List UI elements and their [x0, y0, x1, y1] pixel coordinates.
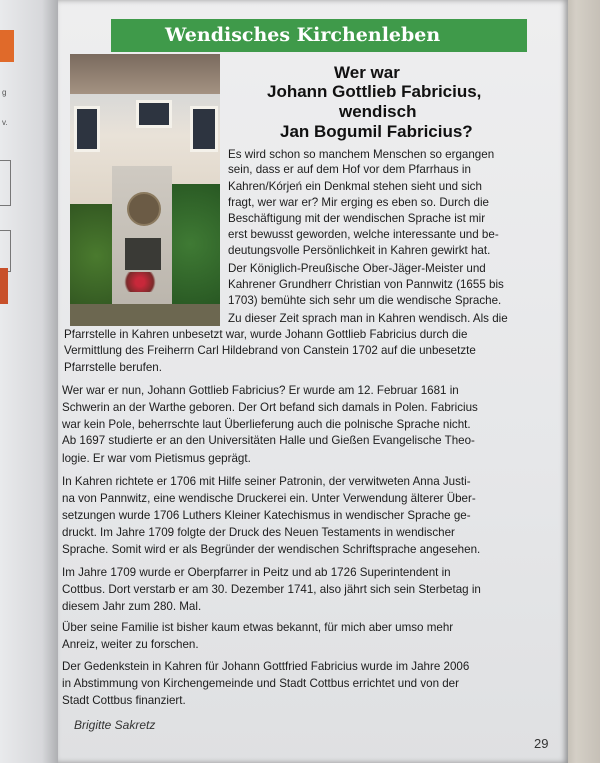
body-text-line: Zu dieser Zeit sprach man in Kahren wendisch. Als die: [228, 312, 508, 325]
body-text-line: Wer war er nun, Johann Gottlieb Fabricius? Er wurde am 12. Februar 1681 in: [62, 384, 459, 397]
left-page-box: [0, 230, 11, 272]
photo-window: [190, 106, 218, 152]
body-text-line: Vermittlung des Freiherrn Carl Hildebrand von Canstein 1702 auf die unbesetzte: [64, 344, 476, 357]
body-text-line: setzungen wurde 1706 Luthers Kleiner Katechismus in wendischer Sprache ge-: [62, 509, 471, 522]
body-text-line: 1703) bemühte sich sehr um die wendische Sprache.: [228, 294, 502, 307]
red-tab-marker: [0, 268, 8, 304]
article-title-line: Johann Gottlieb Fabricius,: [267, 82, 482, 101]
body-text-line: erst bewusst geworden, welche interessante und be-: [228, 228, 499, 241]
page-number: 29: [534, 736, 549, 751]
portrait-medallion: [127, 192, 161, 226]
body-text-line: Im Jahre 1709 wurde er Oberpfarrer in Peitz und ab 1726 Superintendent in: [62, 566, 451, 579]
body-text-line: Der Gedenkstein in Kahren für Johann Gottfried Fabricius wurde im Jahre 2006: [62, 660, 470, 673]
photo-window: [136, 100, 172, 128]
article-title-line: Wer war: [334, 63, 400, 82]
body-text-line: Anreiz, weiter zu forschen.: [62, 638, 199, 651]
body-text-line: Ab 1697 studierte er an den Universitäten Halle und Gießen Evangelische Theo-: [62, 434, 475, 447]
body-text-line: fragt, wer war er? Mir erging es eben so. Durch die: [228, 196, 489, 209]
left-page-fragment: v.: [2, 118, 8, 127]
body-text-line: sein, dass er auf dem Hof vor dem Pfarrhaus in: [228, 163, 471, 176]
section-banner: Wendisches Kirchenleben: [111, 19, 527, 52]
body-text-line: in Abstimmung von Kirchengemeinde und Stadt Cottbus errichtet und von der: [62, 677, 459, 690]
article-title-line: wendisch: [339, 102, 417, 121]
photo-flowers: [120, 272, 160, 292]
body-text-line: Sprache. Somit wird er als Begründer der wendischen Schriftsprache angesehen.: [62, 543, 481, 556]
memorial-stone-photo: [70, 54, 220, 326]
memorial-plaque: [125, 238, 161, 270]
body-text-line: Pfarrstelle in Kahren unbesetzt war, wurde Johann Gottlieb Fabricius durch die: [64, 328, 468, 341]
photo-roof: [70, 54, 220, 94]
author-signature: Brigitte Sakretz: [74, 718, 156, 732]
body-text-line: logie. Er war vom Pietismus geprägt.: [62, 452, 251, 465]
body-text-line: diesem Jahr zum 280. Mal.: [62, 600, 202, 613]
left-page-edge: [0, 0, 60, 763]
body-text-line: Es wird schon so manchem Menschen so ergangen: [228, 148, 495, 161]
left-page-box: [0, 160, 11, 206]
body-text-line: Cottbus. Dort verstarb er am 30. Dezember 1741, also jährt sich sein Sterbetag in: [62, 583, 481, 596]
article-title-line: Jan Bogumil Fabricius?: [280, 122, 473, 141]
body-text-line: Beschäftigung mit der wendischen Sprache ist mir: [228, 212, 486, 225]
left-page-fragment: g: [2, 88, 7, 97]
body-text-line: deutungsvolle Persönlichkeit in Kahren gewirkt hat.: [228, 244, 491, 257]
body-text-line: Der Königlich-Preußische Ober-Jäger-Meister und: [228, 262, 486, 275]
body-text-line: Über seine Familie ist bisher kaum etwas bekannt, für mich aber umso mehr: [62, 621, 454, 634]
body-text-line: na von Pannwitz, eine wendische Druckerei ein. Unter Verwendung älterer Über-: [62, 492, 476, 505]
photo-window: [74, 106, 100, 152]
photo-ground: [70, 304, 220, 326]
body-text-line: Schwerin an der Warthe geboren. Der Ort befand sich damals in Polen. Fabricius: [62, 401, 478, 414]
body-text-line: war kein Pole, beherrschte laut Überlieferung auch die polnische Sprache nicht.: [62, 418, 471, 431]
orange-tab-marker: [0, 30, 14, 62]
body-text-line: In Kahren richtete er 1706 mit Hilfe seiner Patronin, der verwitweten Anna Justi-: [62, 475, 471, 488]
body-text-line: Kahren/Kórjeń ein Denkmal stehen sieht und sich: [228, 180, 482, 193]
body-text-line: Pfarrstelle berufen.: [64, 361, 162, 374]
body-text-line: Stadt Cottbus finanziert.: [62, 694, 186, 707]
body-text-line: Kahrener Grundherr Christian von Pannwitz (1655 bis: [228, 278, 504, 291]
body-text-line: druckt. Im Jahre 1709 folgte der Druck des Neuen Testaments in wendischer: [62, 526, 455, 539]
